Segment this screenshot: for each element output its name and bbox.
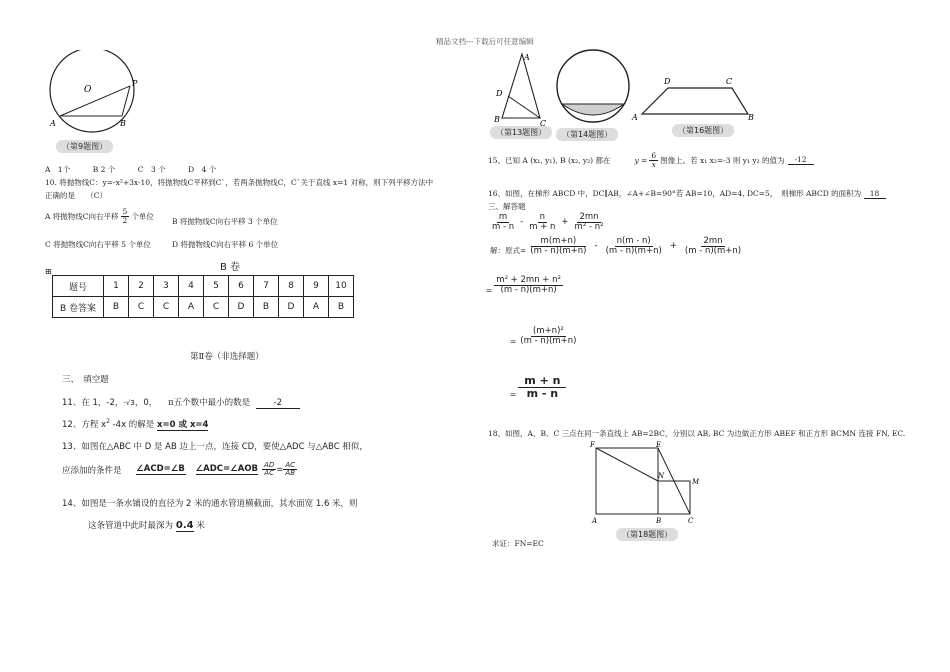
table-cell-answer: B xyxy=(254,297,279,318)
table-cell-answer: D xyxy=(279,297,304,318)
q17-term1 xyxy=(490,213,516,232)
figure-9 xyxy=(40,50,150,150)
q17-term3 xyxy=(573,213,606,232)
q12 xyxy=(62,418,208,431)
q10-option-b: B 将抛物线C向右平移 3 个单位 xyxy=(172,217,278,226)
q17-term3-den: m² - n² xyxy=(574,221,604,232)
fig9-caption: （第9题图） xyxy=(56,140,113,153)
q15-prefix: 15、已知 A (x₁, y₁), B (x₂, y₂) 都在 xyxy=(488,155,611,165)
q13-frac1-den: AC xyxy=(264,469,274,478)
q15-fraction xyxy=(649,152,658,169)
q15-frac-den: x xyxy=(651,159,656,169)
fig13-label-b: B xyxy=(494,115,500,124)
q10-option-c: C 将抛物线C向右平移 5 个单位 xyxy=(45,240,151,249)
q17-term2 xyxy=(527,213,557,232)
q17-s3 xyxy=(683,237,743,256)
part2-title: 第Ⅱ卷（非选择题） xyxy=(190,352,264,362)
table-cell-answer: B xyxy=(104,297,129,318)
q10-line1: 10. 将抛物线C：y=-x²+3x-10，将抛物线C平移到C`，若两条抛物线C，C`关于直线 x=1 对称，则下列平移方法中 xyxy=(45,178,434,187)
q17-s4 xyxy=(494,276,563,295)
fig18-label-c: C xyxy=(688,517,694,525)
table-cell-number: 7 xyxy=(254,276,279,297)
table-cell-number: 6 xyxy=(229,276,254,297)
q11-suffix: 五个数中最小的数是 xyxy=(173,398,251,408)
section3-fill-title: 三、 填空题 xyxy=(62,375,109,385)
q10-option-a xyxy=(45,208,154,225)
q18-text: 18、如图，A、B、C 三点在同一条直线上 AB=2BC，分别以 AB, BC 为边做正方形 ABEF 和正方形 BCMN 连接 FN, EC. xyxy=(488,429,906,438)
q14-prefix: 这条管道中此时最深为 xyxy=(88,521,174,531)
answer-table xyxy=(52,275,354,318)
q17-s-op2: + xyxy=(669,241,677,252)
q11-mid: ，0， xyxy=(134,398,158,408)
table-cell-answer: A xyxy=(179,297,204,318)
fig9-label-a: A xyxy=(50,119,56,128)
q16 xyxy=(488,188,886,199)
fig13-label-d: D xyxy=(496,89,503,98)
q15-suffix: 图像上。若 x₁ x₂=-3 则 y₁ y₂ 的值为 xyxy=(660,155,785,165)
q17-term2-num: n xyxy=(539,212,546,222)
fig18-label-a: A xyxy=(592,517,598,525)
table-cell-answer: C xyxy=(129,297,154,318)
table-cell-answer: C xyxy=(204,297,229,318)
table-cell-answer: B xyxy=(329,297,354,318)
q17-s4-num: m² + 2mn + n² xyxy=(496,275,561,285)
q17-term1-den: m - n xyxy=(492,221,515,232)
figure-13 xyxy=(488,48,548,126)
q13-answer-2: ∠ADC=∠AOB xyxy=(195,464,259,475)
q17-s5-den: (m - n)(m+n) xyxy=(520,335,577,346)
fig18-label-m: M xyxy=(692,478,700,486)
q10-option-a-fraction xyxy=(121,208,130,225)
table-cell-number: 5 xyxy=(204,276,229,297)
q17-s2-num: n(m - n) xyxy=(616,236,651,246)
table-cell-number: 9 xyxy=(304,276,329,297)
q10-line2: 正确的是 （C） xyxy=(45,191,107,200)
q10-fraction-num: 5 xyxy=(122,207,128,216)
q17-expression xyxy=(490,213,606,232)
q14-line1: 14、如图是一条水铺设的直径为 2 米的通水管道横截面，其水面宽 1.6 米，则 xyxy=(62,499,358,509)
q17-s2 xyxy=(604,237,664,256)
q17-term1-num: m xyxy=(498,212,508,222)
table-cell-number: 4 xyxy=(179,276,204,297)
q17-step2 xyxy=(486,276,563,295)
q17-s5 xyxy=(518,327,578,346)
q17-s6-num: m + n xyxy=(518,375,566,388)
q13-fraction-1 xyxy=(262,462,276,478)
fig18-caption: （第18题图） xyxy=(616,528,678,541)
q13-frac1-num: AD xyxy=(264,461,275,469)
fig13-caption: （第13题图） xyxy=(490,126,552,139)
table-answer-label: B 卷答案 xyxy=(53,297,104,318)
q17-s4-den: (m - n)(m+n) xyxy=(500,284,557,295)
q17-s-op1: - xyxy=(594,241,598,252)
q17-s3-den: (m - n)(m+n) xyxy=(684,245,742,256)
q16-text: 16、如图，在梯形 ABCD 中，DC∥AB，∠A+∠B=90°若 AB=10，AD=4, DC=5， 则梯形 ABCD 的面积为 xyxy=(488,189,862,198)
table-cell-number: 10 xyxy=(329,276,354,297)
q14-answer: 0.4 xyxy=(175,520,194,531)
fig9-label-p: P xyxy=(132,79,138,88)
q11-sqrt: -√3 xyxy=(123,399,135,407)
answer-table-title: B 卷 xyxy=(220,262,241,273)
q12-mid: -4x 的解是 xyxy=(109,420,155,430)
q17-s1-num: m(m+n) xyxy=(531,237,587,247)
fig16-label-d: D xyxy=(664,77,671,86)
q17-term3-num: 2mn xyxy=(579,212,599,222)
figure-16 xyxy=(628,72,756,124)
q11 xyxy=(62,396,300,409)
q13-prefix: 应添加的条件是 xyxy=(62,465,122,476)
q10-option-a-prefix: A 将抛物线C向右平移 xyxy=(45,211,119,221)
q14-line2 xyxy=(88,519,205,532)
q17-s5-num: (m+n)² xyxy=(532,326,564,336)
q17-op1: - xyxy=(520,217,524,228)
fig9-label-b: B xyxy=(120,119,126,128)
q10-option-a-suffix: 个单位 xyxy=(131,211,154,221)
q13-frac2-num: AC xyxy=(285,461,296,469)
fig16-label-c: C xyxy=(726,77,733,86)
table-cell-number: 2 xyxy=(129,276,154,297)
table-cell-answer: D xyxy=(229,297,254,318)
q14-suffix: 米 xyxy=(196,521,205,531)
fig13-label-c: C xyxy=(540,119,547,126)
fig13-label-a: A xyxy=(524,53,530,62)
header-watermark: 精品文档---下载后可任意编辑 xyxy=(436,37,534,46)
q17-s1-den: (m - n)(m+n) xyxy=(530,245,587,256)
fig18-label-f: F xyxy=(590,441,595,449)
q13-fraction-2 xyxy=(283,462,297,478)
q13-line1: 13、如图在△ABC 中 D 是 AB 边上一点，连接 CD，要使△ADC 与△ABC 相似， xyxy=(62,442,368,452)
fig18-label-b: B xyxy=(656,517,662,525)
table-cell-answer: C xyxy=(154,297,179,318)
q17-eq4: = xyxy=(510,390,517,400)
q17-s6-den: m - n xyxy=(526,386,559,400)
q15 xyxy=(488,152,814,169)
fig16-label-b: B xyxy=(748,113,754,122)
q12-answer: x=0 或 x=4 xyxy=(157,420,209,430)
q17-step4 xyxy=(510,375,566,399)
fig18-label-e: E xyxy=(656,441,662,449)
q10-option-d: D 将抛物线C向右平移 6 个单位 xyxy=(172,240,279,249)
table-row-numbers xyxy=(53,276,354,297)
q16-answer: 18 xyxy=(864,189,886,199)
q17-s1 xyxy=(528,237,588,256)
q17-eq3: = xyxy=(510,336,517,346)
q17-eq2: = xyxy=(486,285,493,295)
q17-s6 xyxy=(518,375,566,399)
q18-prove: 求证：FN=EC xyxy=(492,539,544,548)
table-cell-answer: A xyxy=(304,297,329,318)
q12-superscript: 2 xyxy=(106,418,110,426)
q17-s3-num: 2mn xyxy=(703,236,723,246)
q13-answer-1: ∠ACD=∠B xyxy=(136,464,185,475)
table-cell-number: 1 xyxy=(104,276,129,297)
q11-prefix: 11、在 1，-2， xyxy=(62,398,124,408)
q10-fraction-den: 2 xyxy=(122,215,128,225)
q17-step-label: 解：原式= xyxy=(490,245,527,255)
q13-frac2-den: AB xyxy=(285,469,295,478)
table-header-label: 题号 xyxy=(53,276,104,297)
q15-frac-num: 6 xyxy=(651,151,657,160)
q13-equals: = xyxy=(276,464,284,475)
q17-op2: + xyxy=(561,217,569,228)
q13-line2 xyxy=(62,462,297,478)
q17-s2-den: (m - n)(m+n) xyxy=(605,245,662,256)
fig16-caption: （第16题图） xyxy=(672,124,734,137)
q17-step3 xyxy=(510,327,579,346)
q17-step1 xyxy=(490,237,743,256)
q11-answer: -2 xyxy=(256,398,300,409)
q15-y: y = xyxy=(634,155,648,165)
q15-answer: -12 xyxy=(788,155,814,165)
fig18-label-n: N xyxy=(658,472,665,480)
q11-pi: π xyxy=(167,398,174,408)
table-move-handle-icon[interactable]: ⊞ xyxy=(45,267,52,276)
fig14-caption: （第14题图） xyxy=(556,128,618,141)
figure-14 xyxy=(552,46,634,126)
table-row-answers xyxy=(53,297,354,318)
fig9-label-o: O xyxy=(84,85,92,95)
table-cell-number: 3 xyxy=(154,276,179,297)
q12-prefix: 12、方程 x xyxy=(62,420,107,430)
table-cell-number: 8 xyxy=(279,276,304,297)
figure-18 xyxy=(586,440,706,528)
section3-solve-title: 三、解答题 xyxy=(488,202,526,211)
fig16-label-a: A xyxy=(632,113,638,122)
q17-term2-den: m + n xyxy=(529,221,556,232)
q9-options: A 1个 B 2 个 C 3 个 D 4 个 xyxy=(45,165,217,174)
